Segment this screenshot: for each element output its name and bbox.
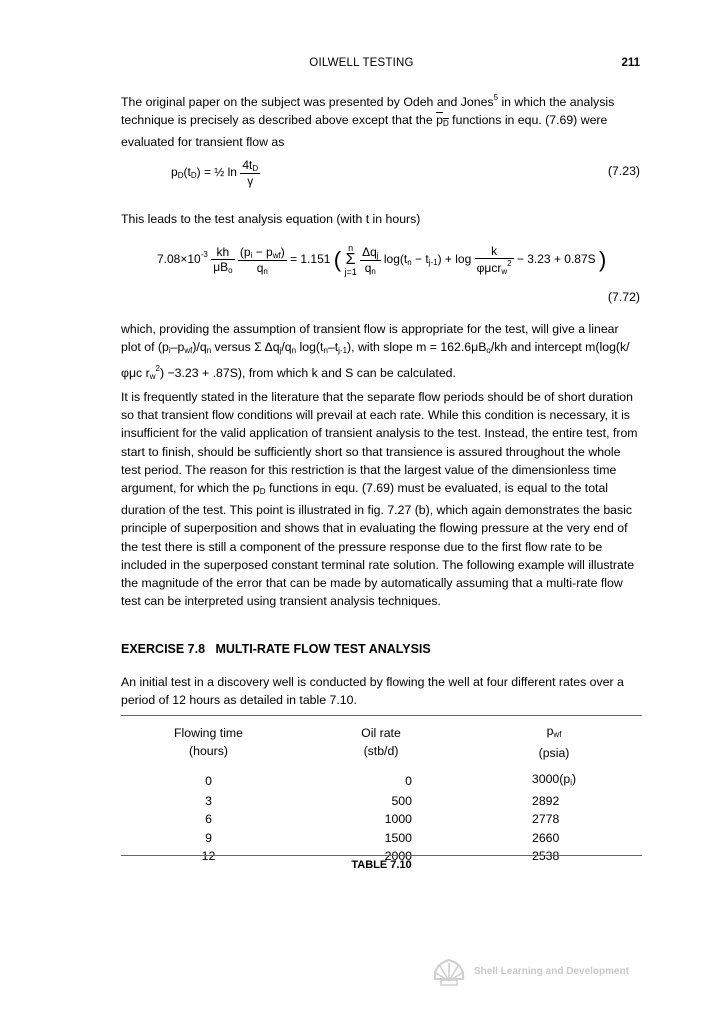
- col-header-pressure: $p_{wf}$ (psia): [538, 724, 570, 760]
- data-table: [121, 720, 642, 865]
- shell-logo-icon: [432, 957, 466, 987]
- footer-branding: [432, 957, 642, 987]
- page-number: 211: [621, 57, 640, 69]
- running-head: [0, 57, 723, 73]
- lead-text: This leads to the test analysis equation (with t in hours): [121, 212, 421, 226]
- table-bottom-rule: [121, 855, 642, 856]
- table-caption: TABLE 7.10: [351, 859, 412, 871]
- exercise-heading: EXERCISE 7.8 MULTI-RATE FLOW TEST ANALYSIS: [121, 642, 431, 656]
- col-header-time: Flowing time (hours): [173, 726, 244, 758]
- equation-number-7-23: (7.23): [607, 164, 640, 178]
- equation-7-23: $p_D(t_D)$ = ½ ln $\frac{4t_D}{\gamma}$: [171, 158, 259, 188]
- table-header-row: [121, 720, 642, 762]
- table-row: 9 1500 2660: [205, 830, 560, 845]
- running-head-title: OILWELL TESTING: [309, 57, 414, 69]
- superposition-paragraph: It is frequently stated in the literature that the separate flow periods should be of short duration so that transient flow conditions will prevail at each rate. While this condition is necessary, it is insufficient for the valid application of transient analysis to the test. Instead, the entire test, from start to finish, should be sufficiently short so that transience is assured throughout the whole test period. The reason for this restriction is that the largest value of the dimensionless time argument, for which the $p_D$ functions in equ. (7.69) must be evaluated, is equal to the total duration of the test. This point is illustrated in fig. 7.27 (b), which again demonstrates the basic principle of superposition and shows that in evaluating the flowing pressure at the very end of the test there is still a component of the pressure response due to the first flow rate to be included in the superposed constant terminal rate solution. The following example will illustrate the magnitude of the error that can be made by automatically assuming that a multi-rate flow test can be interpreted using transient analysis techniques.: [121, 390, 638, 609]
- equation-number-7-72: (7.72): [607, 290, 640, 304]
- exercise-text: An initial test in a discovery well is conducted by flowing the well at four different rates over a period of 12 hours as detailed in table 7.10.: [121, 675, 624, 708]
- intro-paragraph: The original paper on the subject was presented by Odeh and Jones$^5$ in which the analysis technique is precisely as described above except that the $p_D$ functions in equ. (7.69) were evaluated for transient flow as: [121, 93, 615, 150]
- table-top-rule: [121, 715, 642, 716]
- equation-7-72: $7.08\times 10^{-3}$ $\frac{kh}{\mu B_o}$ $\frac{(p_i - p_{wf})}{q_n}$ = 1.151 ( n Σ j=1 $\frac{\Delta q_j}{q_n}$ $\log(t_n - t_{j-1}) + \log$ $\frac{k}{\varphi\mu cr_w^2}$ − 3.23 + 0.87S ): [157, 243, 607, 277]
- col-header-rate: Oil rate (stb/d): [361, 726, 401, 758]
- table-row: 0 0 $3000(p_i)$: [205, 772, 577, 788]
- table-row: 6 1000 2778: [205, 812, 560, 827]
- table-row: 3 500 2892: [205, 794, 560, 809]
- reference-marker: 5: [493, 93, 499, 102]
- pd-bar-symbol: $p_D$: [436, 113, 449, 129]
- paragraph-after-equation: which, providing the assumption of transient flow is appropriate for the test, will give a linear plot of $(p_i-p_{wf})/q_n$ versus Σ $\Delta q_j/q_n$ $\log(t_n-t_{j-1})$, with slope $m = 162.6\mu B_o/kh$ and intercept m(log(k/φμc $r_w^2) -3.23 + .87S$), from which k and S can be calculated.: [121, 322, 630, 382]
- eq-7-23-fraction: $\frac{4t_D}{\gamma}$: [242, 158, 259, 188]
- footer-brand-text: Shell Learning and Development: [474, 966, 630, 977]
- table-row: 12 2000 2538: [201, 848, 560, 863]
